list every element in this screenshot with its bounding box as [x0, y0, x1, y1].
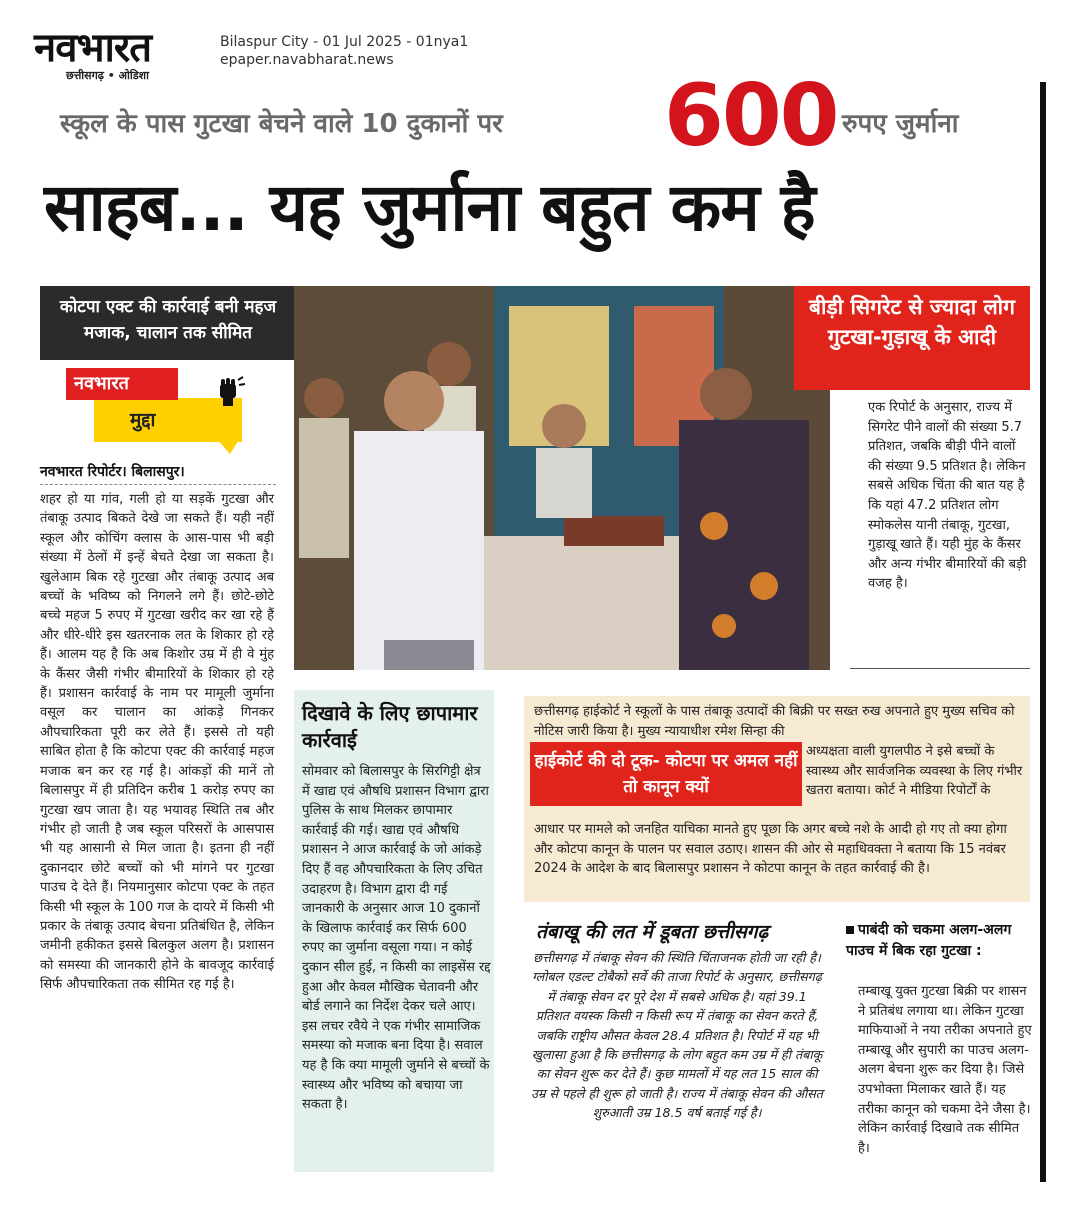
subhead-box: कोटपा एक्ट की कार्रवाई बनी महज मजाक, चालान तक सीमित [40, 286, 296, 360]
mudda-badge [66, 368, 242, 454]
kicker-headline-right: रुपए जुर्माना [842, 109, 959, 139]
raid-body: सोमवार को बिलासपुर के सिरगिट्टी क्षेत्र में खाद्य एवं औषधि प्रशासन विभाग द्वारा पुलिस के साथ मिलकर छापामार कार्रवाई की गई। खाद्य एवं औषधि प्रशासन ने आज कार्रवाई के जो आंकड़े दिए हैं वह औपचारिकता के लिए उचित उदाहरण है। विभाग द्वारा दी गई जानकारी के अनुसार आज 10 दुकानों के खिलाफ कार्रवाई कर सिर्फ 600 रुपए का जुर्माना वसूला गया। न कोई दुकान सील हुई, न किसी का लाइसेंस रद्द हुआ और केवल मौखिक चेतावनी और बोर्ड लगाने का निर्देश देकर चले आए। इस लचर रवैये ने एक गंभीर सामाजिक समस्या को मजाक बना दिया है। सवाल यह है कि क्या मामूली जुर्माने से बच्चों के स्वास्थ्य और भविष्य को बचाया जा सकता है। [302, 764, 491, 1113]
epaper-url[interactable]: epaper.navabharat.news [220, 52, 394, 68]
pouch-title-text: पाबंदी को चकमा अलग-अलग पाउच में बिक रहा गुटखा : [846, 922, 1012, 959]
raised-fist-icon [212, 374, 246, 408]
news-photo [294, 286, 830, 670]
page-border-rule [1040, 82, 1046, 1182]
badge-speech-tail [216, 438, 240, 454]
raid-title: दिखावे के लिए छापामार कार्रवाई [302, 701, 478, 752]
badge-label-top: नवभारत [66, 368, 178, 400]
byline: नवभारत रिपोर्टर। बिलासपुर। [40, 464, 185, 480]
highcourt-text-bottom: आधार पर मामले को जनहित याचिका मानते हुए पूछा कि अगर बच्चे नशे के आदी हो गए तो क्या होगा और कोटपा कानून के पालन पर सवाल उठाए। शासन की ओर से महाधिवक्ता ने बताया कि 15 नवंबर 2024 के आदेश के बाद बिलासपुर प्रशासन ने कोटपा कानून के तहत कार्रवाई की है। [534, 822, 1007, 877]
pouch-title [846, 920, 1032, 962]
tobacco-body: छत्तीसगढ़ में तंबाकू सेवन की स्थिति चिंताजनक होती जा रही है। ग्लोबल एडल्ट टोबैको सर्वे की ताजा रिपोर्ट के अनुसार, छत्तीसगढ़ में तंबाकू सेवन दर पूरे देश में सबसे अधिक है। यहां 39.1 प्रतिशत वयस्क किसी न किसी रूप में तंबाकू का सेवन करते हैं, जबकि राष्ट्रीय औसत केवल 28.4 प्रतिशत है। रिपोर्ट में यह भी खुलासा हुआ है कि छत्तीसगढ़ के लोग बहुत कम उम्र में ही तंबाकू का सेवन शुरू कर देते हैं। कुछ मामलों में यह लत 15 साल की उम्र से पहले ही शुरू हो जाती है। राज्य में तंबाकू सेवन की औसत शुरुआती उम्र 18.5 वर्ष बताई गई है। [531, 950, 823, 1121]
newspaper-logo: नवभारत [34, 25, 152, 71]
edition-info: Bilaspur City - 01 Jul 2025 - 01nya1 [220, 34, 469, 50]
highcourt-headline-box: हाईकोर्ट की दो टूक- कोटपा पर अमल नहीं तो कानून क्यों [530, 742, 802, 806]
pouch-body: तम्बाखू युक्त गुटखा बिक्री पर शासन ने प्रतिबंध लगाया था। लेकिन गुटखा माफियाओं ने नया तरीका अपनाते हुए तम्बाखू और सुपारी का पाउच अलग-अलग बेचना शुरू कर दिया है। जिसे उपभोक्ता मिलाकर खाते हैं। यह तरीका कानून को चकमा देने जैसा है। लेकिन कार्रवाई दिखावे तक सीमित है। [858, 984, 1032, 1156]
highcourt-text-top: छत्तीसगढ़ हाईकोर्ट ने स्कूलों के पास तंबाकू उत्पादों की बिक्री पर सख्त रुख अपनाते हुए मुख्य सचिव को नोटिस जारी किया है। मुख्य न्यायाधीश रमेश सिन्हा की [534, 704, 1015, 739]
highcourt-text-mid: अध्यक्षता वाली युगलपीठ ने इसे बच्चों के स्वास्थ्य और सार्वजनिक व्यवस्था के लिए गंभीर खतरा बताया। कोर्ट ने मीडिया रिपोर्टों के [806, 744, 1023, 799]
raid-sidebar-box [294, 690, 494, 1172]
kicker-headline-number: 600 [664, 66, 838, 166]
tobacco-title: तंबाखू की लत में डूबता छत्तीसगढ़ [536, 921, 769, 943]
logo-tagline: छत्तीसगढ़ • ओडिशा [66, 69, 149, 82]
stat-headline-box: बीड़ी सिगरेट से ज्यादा लोग गुटखा-गुड़ाखू के आदी [794, 286, 1030, 390]
main-article-body: शहर हो या गांव, गली हो या सड़कें गुटखा और तंबाकू उत्पाद बिकते देखे जा सकते हैं। यही नहीं स्कूल और कोचिंग क्लास के आस-पास भी बड़ी संख्या में ठेलों में इन्हें बेचते देखा जा सकता है। खुलेआम बिक रहे गुटखा और तंबाकू उत्पाद अब बच्चों के भविष्य को निगलने लगे हैं। छोटे-छोटे बच्चे महज 5 रुपए में गुटखा खरीद कर खा रहे हैं और धीरे-धीरे इस खतरनाक लत के शिकार हो रहे हैं। आलम यह है कि अब किशोर उम्र में ही वे मुंह के कैंसर जैसी गंभीर बीमारियों के शिकार हो रहे हैं। प्रशासन कार्रवाई के नाम पर मामूली जुर्माना वसूल कर चालान का आंकड़े गिनकर औपचारिकता पूरी कर लेते हैं। इससे तो यही साबित होता है कि कोटपा एक्ट की कार्रवाई महज मजाक बन कर रह गई है। आंकड़ों की मानें तो बिलासपुर में ही प्रतिदिन करीब 1 करोड़ रुपए का गुटखा खप जाता है। यह भयावह स्थिति तब और गंभीर हो जाती है जब स्कूल परिसरों के आसपास भी यह आसानी से मिल जाता है। इतना ही नहीं दुकानदार छोटे बच्चों को भी मांगने पर गुटखा पाउच दे देते हैं। नियमानुसार कोटपा एक्ट के तहत किसी भी स्कूल के 100 गज के दायरे में किसी भी प्रकार के तंबाकू उत्पाद बेचना प्रतिबंधित है, लेकिन जमीनी हकीकत इससे बिलकुल अलग है। प्रशासन को समस्या की जानकारी होने के बावजूद कार्रवाई सिर्फ औपचारिकता तक सीमित रह गई है। [40, 492, 274, 993]
kicker-headline-left: स्कूल के पास गुटखा बेचने वाले 10 दुकानों पर [60, 109, 503, 139]
byline-divider [40, 484, 276, 485]
column-divider [850, 668, 1030, 669]
badge-label-bottom: मुद्दा [94, 398, 242, 442]
main-headline: साहब... यह जुर्माना बहुत कम है [44, 169, 815, 246]
smoking-report-text: एक रिपोर्ट के अनुसार, राज्य में सिगरेट पीने वालों की संख्या 5.7 प्रतिशत, जबकि बीड़ी पीने वालों की संख्या 9.5 प्रतिशत है। लेकिन सबसे अधिक चिंता की बात यह है कि यहां 47.2 प्रतिशत लोग स्मोकलेस यानी तंबाकू, गुटखा, गुड़ाखू खाते हैं। यही मुंह के कैंसर और अन्य गंभीर बीमारियों की बड़ी वजह है। [868, 400, 1027, 592]
